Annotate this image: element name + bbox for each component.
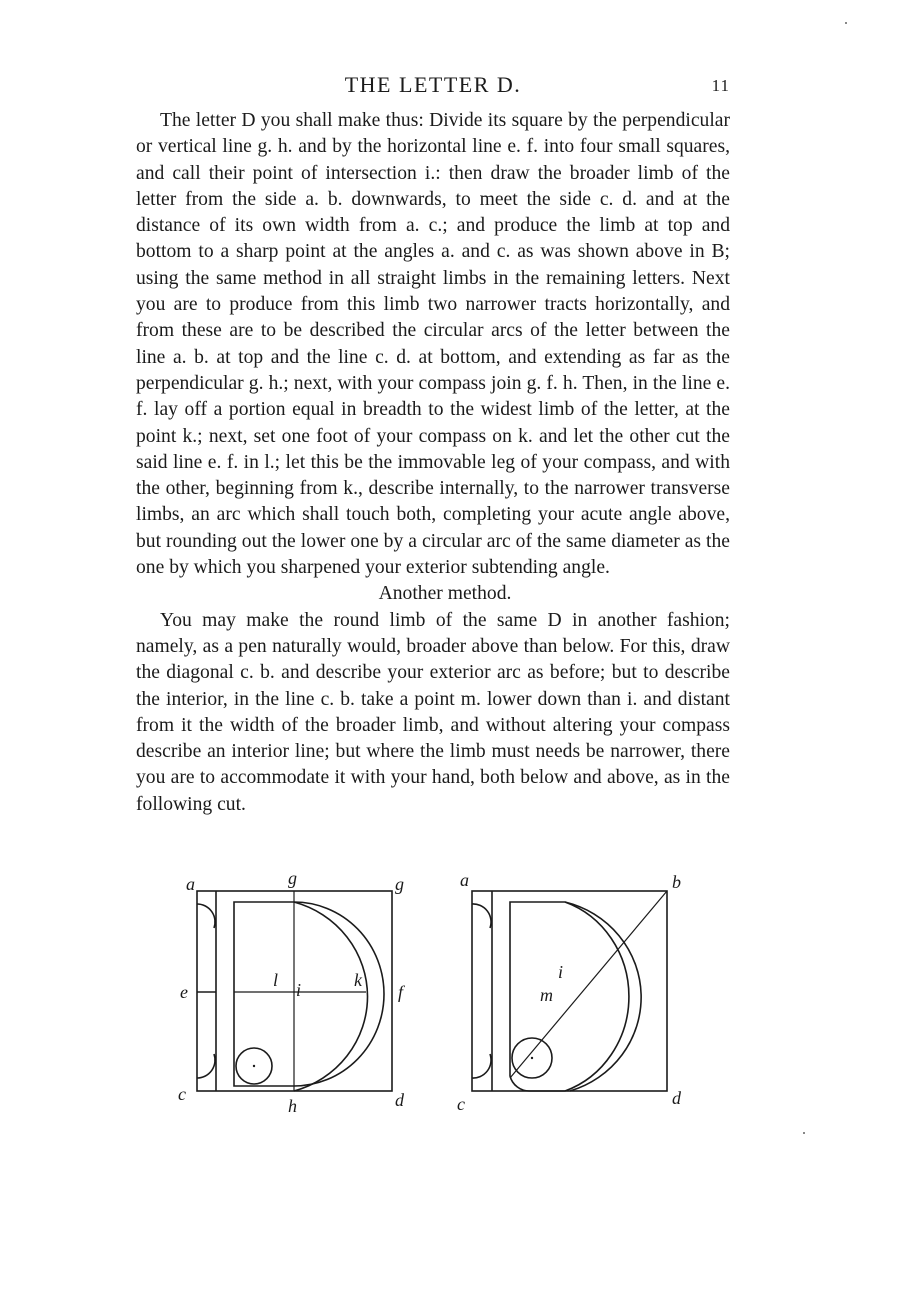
label-i: i xyxy=(296,980,302,1000)
page-number: 11 xyxy=(711,76,730,95)
right-diagonal-cb xyxy=(510,891,667,1078)
label-b-right: b xyxy=(672,872,681,892)
right-top-serif xyxy=(472,904,491,928)
label-g-right: g xyxy=(395,874,404,894)
left-top-serif xyxy=(197,904,215,928)
label-m-right: m xyxy=(540,985,553,1005)
figure-right xyxy=(457,870,682,1114)
label-l: l xyxy=(273,970,279,990)
label-f: f xyxy=(398,982,404,1002)
right-d-outer xyxy=(510,902,629,1091)
figure-left xyxy=(178,868,406,1116)
body-text xyxy=(136,108,730,818)
right-circle-center xyxy=(531,1057,533,1059)
paragraph-1: The letter D you shall make thus: Divide its square by the perpendicular or vertical line g. h. and by the horizontal line e. f. into four small squares, and call their point of intersection i.: then draw the broader limb of the letter from the side a. b. downwards, to meet the side c. d. and at the distance of its own width from a. c.; and produce the limb at top and bottom to a sharp point at the angles a. and c. as was shown above in B; using the same method in all straight limbs in the remaining letters. Next you are to produce from this limb two narrower tracts horizontally, and from these are to be described the circular arcs of the letter between the line a. b. at top and the line c. d. at bottom, and extending as far as the perpendicular g. h.; next, with your compass join g. f. h. Then, in the line e. f. lay off a portion equal in breadth to the widest limb of the letter, at the point k.; next, set one foot of your compass on k. and let the other cut the said line e. f. in l.; let this be the immovable leg of your compass, and with the other, beginning from k., describe internally, to the narrower transverse limbs, an arc which shall touch both, completing your acute angle above, but rounding out the lower one by a circular arc of the same diameter as the one by which you sharpened your exterior subtending angle. xyxy=(136,110,730,579)
label-d: d xyxy=(395,1090,404,1110)
left-bottom-serif xyxy=(197,1054,215,1078)
paragraph-2: You may make the round limb of the same D in another fashion; namely, as a pen naturally would, broader above than below. For this, draw the diagonal c. b. and describe your exterior arc as before; but to describe the interior, in the line c. b. take a point m. lower down than i. and distant from it the width of the broader limb, and without altering your compass describe an interior line; but where the limb must needs be narrower, there you are to accommodate it with your hand, both below and above, as in the following cut. xyxy=(136,609,730,815)
label-c: c xyxy=(178,1084,186,1104)
label-d-right: d xyxy=(672,1088,681,1108)
right-bottom-serif xyxy=(472,1054,491,1078)
label-g-top: g xyxy=(288,868,297,888)
label-k: k xyxy=(354,970,362,990)
subheading: Another method. xyxy=(378,583,512,605)
page-title: THE LETTER D. xyxy=(344,72,522,97)
scan-speck xyxy=(845,22,847,24)
scan-speck xyxy=(803,1132,805,1134)
label-i-right: i xyxy=(558,962,564,982)
left-circle-center xyxy=(253,1065,255,1067)
label-a: a xyxy=(186,874,195,894)
figures xyxy=(170,866,710,1116)
label-a-right: a xyxy=(460,870,469,890)
running-head xyxy=(136,72,730,102)
right-square xyxy=(472,891,667,1091)
left-d-arc xyxy=(294,902,368,1091)
label-c-right: c xyxy=(457,1094,465,1114)
letter-d-diagrams xyxy=(170,866,710,1116)
label-h: h xyxy=(288,1096,297,1116)
left-d-outer xyxy=(234,902,384,1086)
label-e: e xyxy=(180,982,188,1002)
